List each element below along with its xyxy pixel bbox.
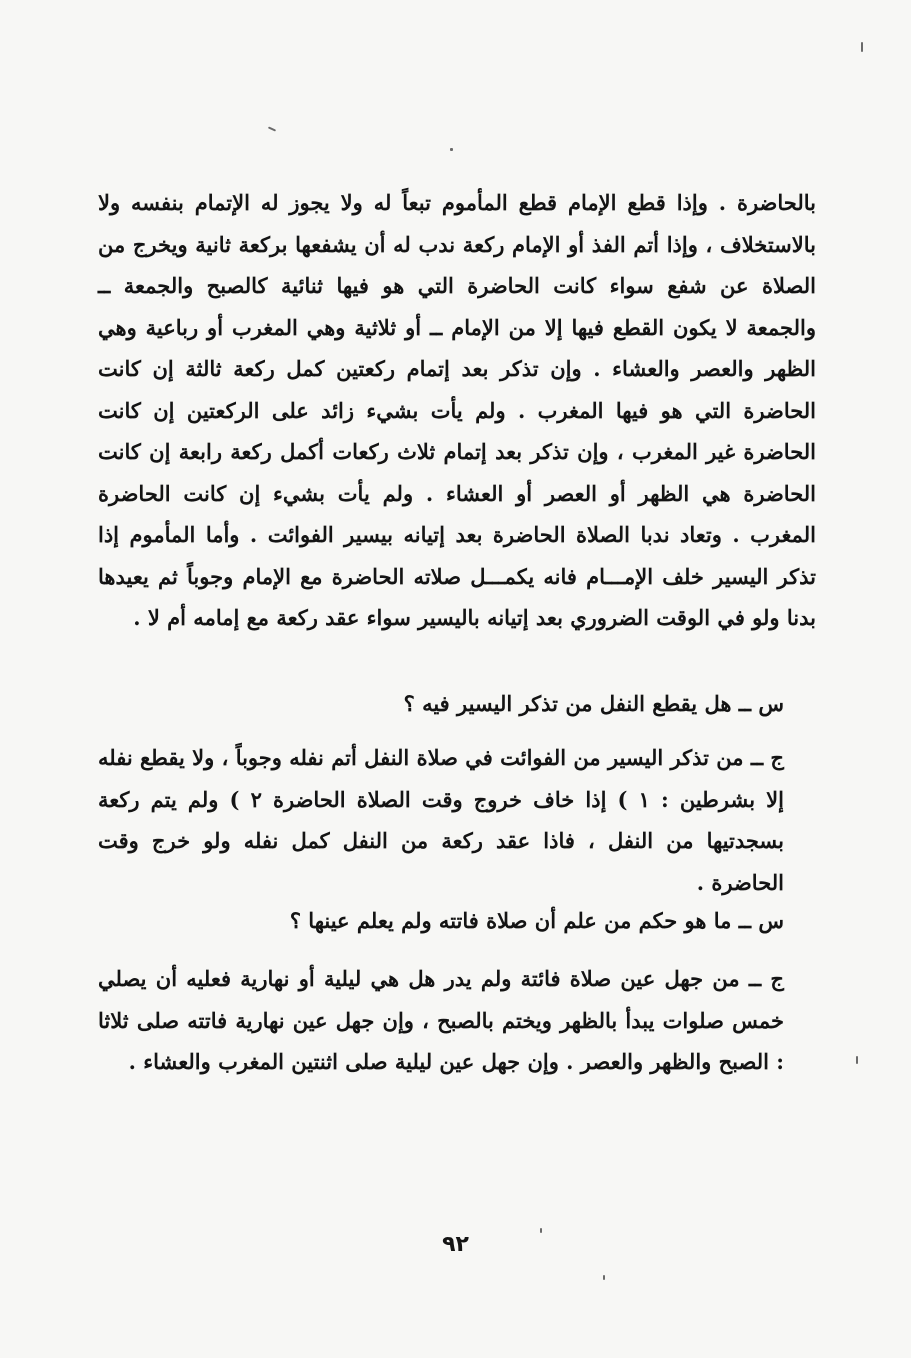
- page-number: ٩٢: [442, 1232, 469, 1257]
- paragraph-text: بالحاضرة . وإذا قطع الإمام قطع المأموم تبعاً له ولا يجوز له الإتمام بنفسه ولا بالاستخلاف ، وإذا أتم الفذ أو الإمام ركعة ندب له أن يشفعها بركعة ثانية ويخرج من الصلاة عن شفع سواء كانت الحاضرة التي هو فيها ثنائية كالصبح والجمعة ــ والجمعة لا يكون القطع فيها إلا من الإمام ــ أو ثلاثية وهي المغرب أو رباعية وهي الظهر والعصر والعشاء . وإن تذكر بعد إتمام ركعتين كمل ركعة ثالثة إن كانت الحاضرة التي هو فيها المغرب . ولم يأت بشيء زائد على الركعتين إن كانت الحاضرة غير المغرب ، وإن تذكر بعد إتمام ثلاث ركعات أكمل ركعة رابعة إن كانت الحاضرة هي الظهر أو العصر أو العشاء . ولم يأت بشيء إن كانت الحاضرة المغرب . وتعاد ندبا الصلاة الحاضرة بعد إتيانه بيسير الفوائت . وأما المأموم إذا تذكر اليسير خلف الإمـــام فانه يكمـــل صلاته الحاضرة مع الإمام وجوباً ثم يعيدها بدنا ولو في الوقت الضروري بعد إتيانه باليسير سواء عقد ركعة مع إمامه أم لا .: [98, 190, 816, 630]
- answer-1-text: ج ــ من تذكر اليسير من الفوائت في صلاة النفل أتم نفله وجوباً ، ولا يقطع نفله إلا بشرطين : ١ ) إذا خاف خروج وقت الصلاة الحاضرة ٢ ) ولم يتم ركعة بسجدتيها من النفل ، فاذا عقد ركعة من النفل كمل نفله ولو خرج وقت الحاضرة .: [98, 745, 784, 895]
- answer-1: [98, 737, 816, 903]
- scan-speck: [268, 126, 276, 131]
- question-2-text: س ــ ما هو حكم من علم أن صلاة فاتته ولم يعلم عينها ؟: [289, 908, 784, 933]
- scan-speck: [603, 1275, 605, 1280]
- question-2: [98, 900, 816, 942]
- answer-2: [98, 958, 816, 1083]
- question-1-text: س ــ هل يقطع النفل من تذكر اليسير فيه ؟: [403, 691, 784, 716]
- scan-speck: [450, 148, 453, 151]
- main-paragraph: [98, 182, 816, 639]
- scan-speck: [856, 1056, 858, 1064]
- question-1: [98, 683, 816, 725]
- answer-2-text: ج ــ من جهل عين صلاة فائتة ولم يدر هل هي ليلية أو نهارية فعليه أن يصلي خمس صلوات يبدأ بالظهر ويختم بالصبح ، وإن جهل عين نهارية فاتته صلى ثلاثا : الصبح والظهر والعصر . وإن جهل عين ليلية صلى اثنتين المغرب والعشاء .: [98, 966, 784, 1074]
- scan-speck: [861, 42, 863, 52]
